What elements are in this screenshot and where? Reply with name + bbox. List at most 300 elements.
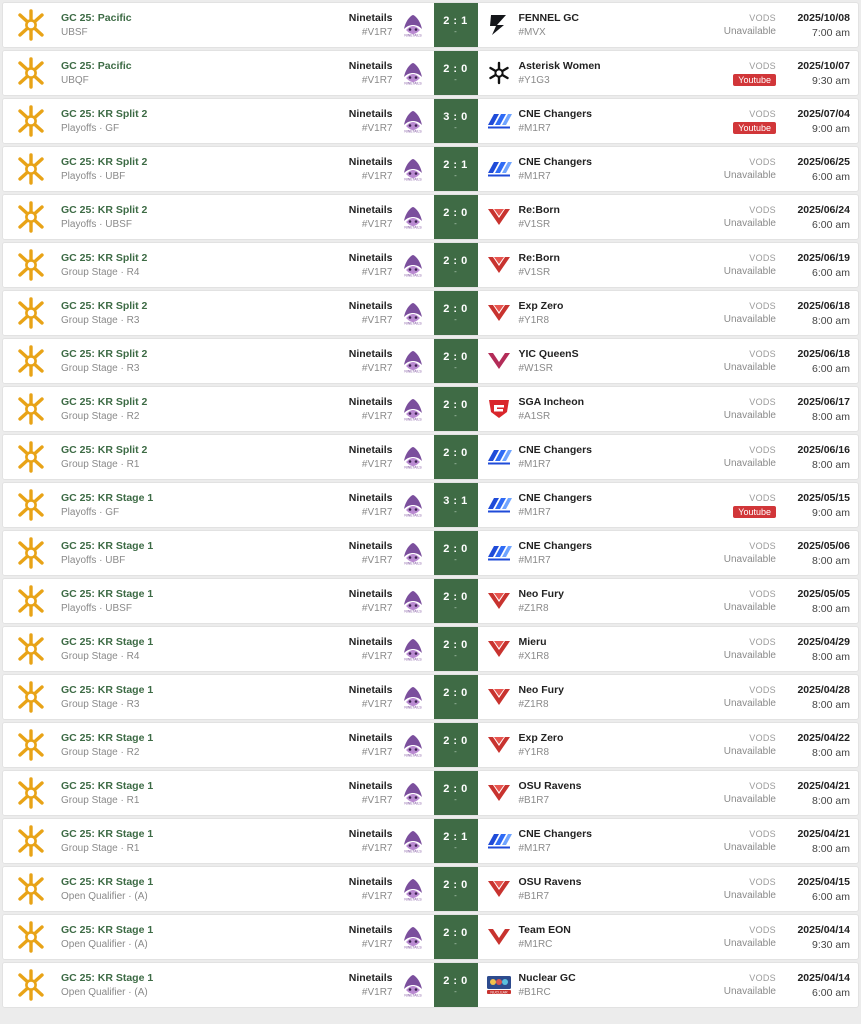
match-time: 6:00 am — [812, 218, 850, 231]
match-score[interactable] — [434, 3, 478, 47]
tournament-logo — [3, 867, 59, 911]
score-value: 2 : 1 — [443, 159, 468, 171]
team-right[interactable] — [486, 492, 593, 518]
event-stage: Playoffs · UBF — [61, 555, 126, 566]
match-row[interactable] — [2, 146, 859, 192]
vods-status: Unavailable — [723, 554, 776, 565]
match-time: 6:00 am — [812, 362, 850, 375]
match-row[interactable] — [2, 50, 859, 96]
osu-logo — [486, 780, 512, 806]
team-right-tag: #M1R7 — [518, 459, 551, 470]
team-right[interactable] — [486, 636, 550, 662]
event-info[interactable] — [61, 444, 147, 470]
event-name: GC 25: Pacific — [61, 60, 132, 72]
team-right-name: CNE Changers — [518, 108, 593, 120]
score-subtext: - — [454, 699, 457, 708]
event-name: GC 25: KR Stage 1 — [61, 684, 154, 696]
sga-logo — [486, 396, 512, 422]
score-value: 2 : 0 — [443, 687, 468, 699]
match-meta — [724, 396, 850, 423]
svg-text:NINETAILS: NINETAILS — [403, 177, 422, 181]
match-score[interactable] — [434, 819, 478, 863]
event-stage: Group Stage · R3 — [61, 315, 140, 326]
match-meta — [724, 876, 850, 903]
event-name: GC 25: KR Split 2 — [61, 108, 148, 120]
team-right-names — [519, 972, 576, 998]
team-left[interactable] — [349, 540, 426, 566]
score-value: 2 : 0 — [443, 591, 468, 603]
team-right[interactable] — [486, 60, 601, 86]
ninetails-logo — [400, 876, 426, 902]
score-value: 2 : 0 — [443, 447, 468, 459]
team-right-tag: #M1RC — [518, 939, 553, 950]
match-right-side — [478, 51, 859, 95]
team-right[interactable] — [486, 876, 582, 902]
team-left-tag: #V1R7 — [361, 315, 393, 326]
score-value: 2 : 0 — [443, 399, 468, 411]
team-left-names — [349, 252, 393, 278]
event-stage: Open Qualifier · (A) — [61, 987, 148, 998]
team-right-names — [519, 300, 564, 326]
match-score[interactable] — [434, 867, 478, 911]
match-date: 2025/04/21 — [797, 827, 850, 840]
team-right[interactable] — [486, 396, 585, 422]
event-stage: Group Stage · R3 — [61, 363, 140, 374]
event-info[interactable] — [61, 60, 132, 86]
match-score[interactable] — [434, 963, 478, 1007]
team-right[interactable] — [486, 540, 593, 566]
event-info[interactable] — [61, 300, 147, 326]
score-value: 3 : 1 — [443, 495, 468, 507]
team-left-tag: #V1R7 — [361, 843, 393, 854]
nuclear-logo — [486, 972, 512, 998]
event-info[interactable] — [61, 348, 147, 374]
match-row[interactable] — [2, 962, 859, 1008]
tournament-logo-icon — [14, 392, 48, 426]
match-right-side — [478, 675, 859, 719]
vods-label: VODS — [749, 108, 776, 119]
team-right-tag: #V1SR — [518, 267, 551, 278]
tournament-logo — [3, 579, 59, 623]
vods-status: Unavailable — [723, 746, 776, 757]
vods-info — [724, 301, 776, 325]
team-right-name: CNE Changers — [518, 828, 593, 840]
match-score[interactable] — [434, 339, 478, 383]
match-datetime — [788, 252, 850, 279]
event-info[interactable] — [61, 876, 153, 902]
match-left-side — [59, 963, 434, 1007]
team-left-tag: #V1R7 — [361, 219, 393, 230]
expzero-logo — [486, 732, 512, 758]
team-left-tag: #V1R7 — [361, 411, 393, 422]
team-left[interactable] — [349, 300, 426, 326]
team-right-names — [519, 588, 565, 614]
cne-logo — [486, 444, 512, 470]
vods-status: Unavailable — [723, 650, 776, 661]
event-name: GC 25: Pacific — [61, 12, 132, 24]
event-stage: Group Stage · R4 — [61, 651, 140, 662]
team-left[interactable] — [349, 60, 426, 86]
match-score[interactable] — [434, 51, 478, 95]
team-left-names — [349, 492, 393, 518]
tournament-logo-icon — [14, 104, 48, 138]
ninetails-logo — [400, 828, 426, 854]
team-left-names — [349, 300, 393, 326]
event-info[interactable] — [61, 684, 153, 710]
team-right-names — [519, 204, 560, 230]
team-left[interactable] — [349, 636, 426, 662]
match-score[interactable] — [434, 387, 478, 431]
match-datetime — [788, 12, 850, 39]
match-score[interactable] — [434, 195, 478, 239]
score-subtext: - — [454, 75, 457, 84]
match-time: 8:00 am — [812, 698, 850, 711]
match-row[interactable] — [2, 626, 859, 672]
match-row[interactable] — [2, 818, 859, 864]
team-right[interactable] — [486, 732, 564, 758]
team-left-tag: #V1R7 — [361, 171, 393, 182]
match-left-side — [59, 51, 434, 95]
score-subtext: - — [454, 987, 457, 996]
team-left-names — [349, 876, 393, 902]
youtube-vod-badge[interactable]: Youtube — [733, 506, 776, 518]
match-row[interactable] — [2, 866, 859, 912]
match-datetime — [788, 876, 850, 903]
team-left[interactable] — [349, 924, 426, 950]
event-name: GC 25: KR Split 2 — [61, 300, 148, 312]
event-info[interactable] — [61, 492, 153, 518]
team-left-tag: #V1R7 — [361, 363, 393, 374]
match-row[interactable] — [2, 578, 859, 624]
team-right-name: SGA Incheon — [518, 396, 585, 408]
vods-label: VODS — [749, 637, 776, 647]
match-score[interactable] — [434, 147, 478, 191]
match-row[interactable] — [2, 914, 859, 960]
match-row[interactable] — [2, 386, 859, 432]
match-right-side — [478, 147, 859, 191]
team-left-name: Ninetails — [348, 60, 393, 72]
team-left-name: Ninetails — [348, 780, 393, 792]
team-right-names — [519, 444, 593, 470]
match-score[interactable] — [434, 579, 478, 623]
event-name: GC 25: KR Stage 1 — [61, 492, 154, 504]
team-right[interactable] — [486, 300, 564, 326]
score-value: 2 : 0 — [443, 639, 468, 651]
team-right-names — [519, 540, 593, 566]
match-right-side — [478, 723, 859, 767]
team-left-name: Ninetails — [348, 540, 393, 552]
match-date: 2025/10/08 — [797, 11, 850, 24]
match-date: 2025/10/07 — [797, 59, 850, 72]
team-right[interactable] — [486, 12, 579, 38]
match-meta — [724, 924, 850, 951]
event-name: GC 25: KR Stage 1 — [61, 732, 154, 744]
match-score[interactable] — [434, 627, 478, 671]
tournament-logo — [3, 387, 59, 431]
event-stage: Group Stage · R2 — [61, 411, 140, 422]
match-row[interactable] — [2, 194, 859, 240]
score-value: 2 : 0 — [443, 543, 468, 555]
team-left[interactable] — [349, 876, 426, 902]
event-info[interactable] — [61, 204, 147, 230]
team-right[interactable] — [486, 444, 593, 470]
match-time: 9:00 am — [812, 506, 850, 519]
osu-logo — [486, 876, 512, 902]
svg-text:NINETAILS: NINETAILS — [403, 417, 422, 421]
event-stage: Group Stage · R4 — [61, 267, 140, 278]
vods-label: VODS — [749, 589, 776, 599]
team-right-name: YIC QueenS — [518, 348, 579, 360]
ninetails-logo — [400, 636, 426, 662]
ninetails-logo — [400, 12, 426, 38]
team-right-name: Re:Born — [518, 252, 560, 264]
ninetails-logo — [400, 252, 426, 278]
fennel-logo — [486, 12, 512, 38]
match-datetime — [788, 684, 850, 711]
team-right[interactable] — [486, 252, 560, 278]
team-right-tag: #Z1R8 — [518, 603, 549, 614]
match-date: 2025/06/25 — [797, 155, 850, 168]
event-info[interactable] — [61, 108, 147, 134]
team-left[interactable] — [349, 828, 426, 854]
match-date: 2025/04/29 — [797, 635, 850, 648]
team-left-name: Ninetails — [348, 636, 393, 648]
match-row[interactable] — [2, 2, 859, 48]
team-right[interactable] — [486, 588, 565, 614]
match-row[interactable] — [2, 482, 859, 528]
team-left[interactable] — [349, 444, 426, 470]
ninetails-logo — [400, 924, 426, 950]
team-left-name: Ninetails — [348, 588, 393, 600]
event-info[interactable] — [61, 924, 153, 950]
tournament-logo — [3, 627, 59, 671]
match-row[interactable] — [2, 98, 859, 144]
match-meta — [724, 828, 850, 855]
tournament-logo — [3, 147, 59, 191]
tournament-logo-icon — [14, 872, 48, 906]
match-row[interactable] — [2, 722, 859, 768]
match-time: 8:00 am — [812, 842, 850, 855]
vods-label: VODS — [749, 925, 776, 935]
match-datetime — [788, 924, 850, 951]
team-left[interactable] — [349, 972, 426, 998]
ninetails-logo — [400, 204, 426, 230]
match-datetime — [788, 780, 850, 807]
match-datetime — [788, 732, 850, 759]
event-info[interactable] — [61, 732, 153, 758]
event-info[interactable] — [61, 636, 153, 662]
match-left-side — [59, 3, 434, 47]
team-left[interactable] — [349, 108, 426, 134]
team-left[interactable] — [349, 252, 426, 278]
match-datetime — [788, 972, 850, 999]
team-left-names — [349, 60, 393, 86]
score-value: 2 : 0 — [443, 63, 468, 75]
match-score[interactable] — [434, 435, 478, 479]
team-left-names — [349, 828, 393, 854]
ninetails-logo — [400, 108, 426, 134]
team-right-names — [519, 828, 593, 854]
team-right[interactable] — [486, 780, 582, 806]
svg-text:NINETAILS: NINETAILS — [403, 897, 422, 901]
team-right[interactable] — [486, 156, 593, 182]
team-right-name: CNE Changers — [518, 492, 593, 504]
event-info[interactable] — [61, 972, 153, 998]
team-right-tag: #M1R7 — [518, 507, 551, 518]
match-date: 2025/04/22 — [797, 731, 850, 744]
match-score[interactable] — [434, 675, 478, 719]
match-row[interactable] — [2, 242, 859, 288]
match-left-side — [59, 387, 434, 431]
team-right[interactable] — [486, 108, 593, 134]
event-info[interactable] — [61, 780, 153, 806]
match-right-side — [478, 915, 859, 959]
match-score[interactable] — [434, 723, 478, 767]
ninetails-logo — [400, 684, 426, 710]
team-left[interactable] — [349, 348, 426, 374]
team-right-names — [519, 348, 579, 374]
vods-label: VODS — [749, 829, 776, 839]
team-left-names — [349, 684, 393, 710]
match-meta — [724, 780, 850, 807]
team-left-tag: #V1R7 — [361, 987, 393, 998]
vods-label: VODS — [749, 253, 776, 263]
match-datetime — [788, 396, 850, 423]
score-subtext: - — [454, 891, 457, 900]
match-left-side — [59, 771, 434, 815]
event-info[interactable] — [61, 12, 132, 38]
vods-status: Unavailable — [723, 842, 776, 853]
vods-label: VODS — [749, 349, 776, 359]
match-right-side — [478, 819, 859, 863]
match-row[interactable] — [2, 674, 859, 720]
vods-status: Unavailable — [723, 938, 776, 949]
tournament-logo-icon — [14, 248, 48, 282]
team-left[interactable] — [349, 684, 426, 710]
team-left[interactable] — [349, 492, 426, 518]
tournament-logo — [3, 723, 59, 767]
vods-info — [724, 781, 776, 805]
match-time: 8:00 am — [812, 314, 850, 327]
team-right-name: CNE Changers — [518, 540, 593, 552]
event-info[interactable] — [61, 588, 153, 614]
match-score[interactable] — [434, 243, 478, 287]
team-right[interactable] — [486, 348, 579, 374]
match-meta — [724, 636, 850, 663]
team-left-name: Ninetails — [348, 684, 393, 696]
team-right[interactable] — [486, 828, 593, 854]
team-right[interactable] — [486, 972, 576, 998]
team-left[interactable] — [349, 12, 426, 38]
match-date: 2025/04/15 — [797, 875, 850, 888]
event-info[interactable] — [61, 396, 147, 422]
team-left-tag: #V1R7 — [361, 123, 393, 134]
match-meta — [724, 732, 850, 759]
vods-status: Unavailable — [723, 362, 776, 373]
match-row[interactable] — [2, 770, 859, 816]
team-right-name: OSU Ravens — [518, 780, 582, 792]
tournament-logo — [3, 963, 59, 1007]
match-score[interactable] — [434, 915, 478, 959]
team-left[interactable] — [349, 732, 426, 758]
youtube-vod-badge[interactable]: Youtube — [733, 122, 776, 134]
team-left[interactable] — [349, 396, 426, 422]
match-date: 2025/04/21 — [797, 779, 850, 792]
team-left[interactable] — [349, 588, 426, 614]
team-left[interactable] — [349, 204, 426, 230]
match-row[interactable] — [2, 290, 859, 336]
team-left-name: Ninetails — [348, 300, 393, 312]
vods-status: Unavailable — [723, 266, 776, 277]
match-score[interactable] — [434, 99, 478, 143]
score-subtext: - — [454, 363, 457, 372]
match-score[interactable] — [434, 771, 478, 815]
match-meta — [724, 588, 850, 615]
svg-text:NINETAILS: NINETAILS — [403, 609, 422, 613]
match-left-side — [59, 435, 434, 479]
score-value: 2 : 0 — [443, 927, 468, 939]
match-row[interactable] — [2, 530, 859, 576]
team-right[interactable] — [486, 924, 571, 950]
svg-text:NINETAILS: NINETAILS — [403, 753, 422, 757]
svg-text:NINETAILS: NINETAILS — [403, 81, 422, 85]
team-left[interactable] — [349, 780, 426, 806]
team-left-names — [349, 732, 393, 758]
match-score[interactable] — [434, 483, 478, 527]
event-info[interactable] — [61, 156, 147, 182]
team-right-names — [519, 396, 585, 422]
event-info[interactable] — [61, 828, 153, 854]
svg-text:NINETAILS: NINETAILS — [403, 33, 422, 37]
event-info[interactable] — [61, 252, 147, 278]
match-score[interactable] — [434, 291, 478, 335]
event-name: GC 25: KR Stage 1 — [61, 588, 154, 600]
team-left-names — [349, 972, 393, 998]
team-right[interactable] — [486, 684, 565, 710]
team-right-name: Exp Zero — [518, 732, 564, 744]
team-right[interactable] — [486, 204, 560, 230]
team-left[interactable] — [349, 156, 426, 182]
asterisk-logo — [486, 60, 512, 86]
svg-text:NINETAILS: NINETAILS — [403, 993, 422, 997]
youtube-vod-badge[interactable]: Youtube — [733, 74, 776, 86]
vods-label: VODS — [749, 492, 776, 503]
event-stage: Group Stage · R1 — [61, 843, 140, 854]
match-time: 6:00 am — [812, 266, 850, 279]
score-subtext: - — [454, 219, 457, 228]
team-left-name: Ninetails — [348, 108, 393, 120]
svg-text:NINETAILS: NINETAILS — [403, 273, 422, 277]
event-info[interactable] — [61, 540, 153, 566]
event-name: GC 25: KR Split 2 — [61, 348, 148, 360]
cne-logo — [486, 540, 512, 566]
match-score[interactable] — [434, 531, 478, 575]
team-left-names — [349, 108, 393, 134]
vods-info — [733, 109, 776, 134]
vods-info — [724, 877, 776, 901]
tournament-logo-icon — [14, 728, 48, 762]
vods-info — [724, 733, 776, 757]
match-row[interactable] — [2, 434, 859, 480]
match-row[interactable] — [2, 338, 859, 384]
ninetails-logo — [400, 396, 426, 422]
svg-text:NINETAILS: NINETAILS — [403, 705, 422, 709]
vods-info — [724, 349, 776, 373]
match-right-side — [478, 291, 859, 335]
event-stage: Group Stage · R3 — [61, 699, 140, 710]
ninetails-logo — [400, 732, 426, 758]
team-right-names — [519, 252, 560, 278]
